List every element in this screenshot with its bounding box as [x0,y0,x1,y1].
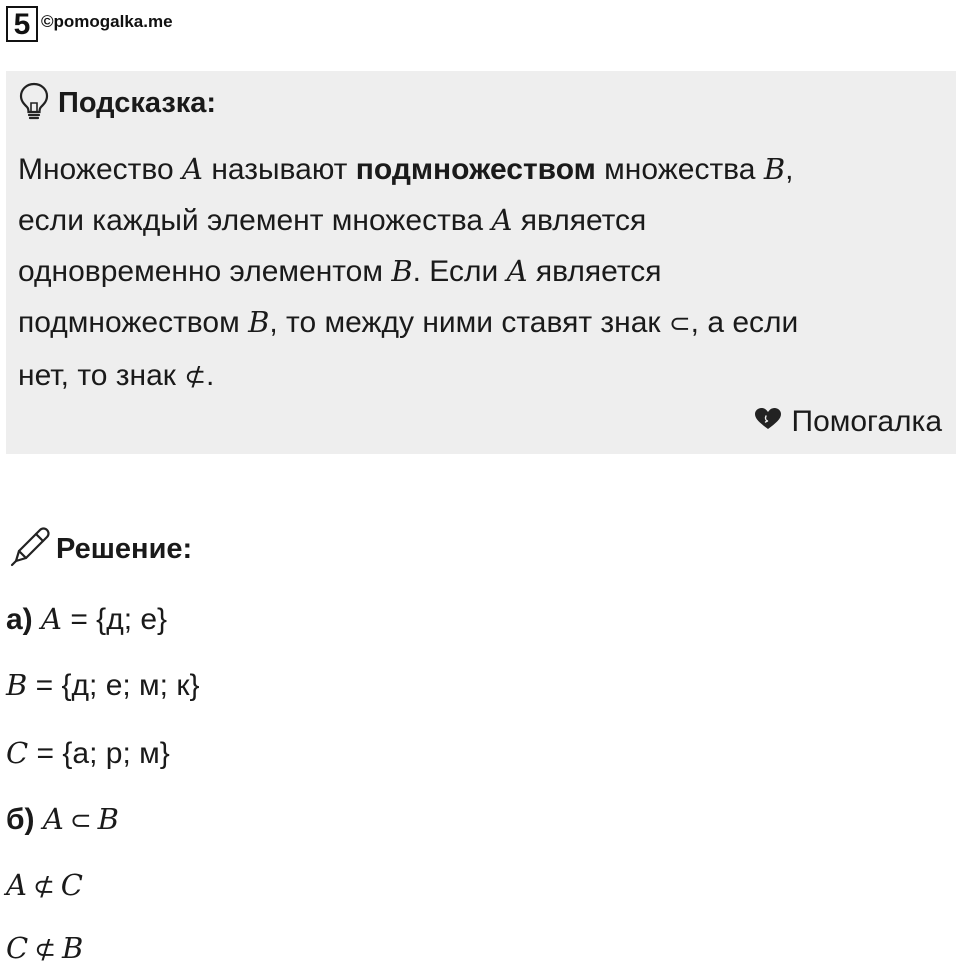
hint-line-3 [18,246,938,297]
hint-title-label: Подсказка: [58,86,217,119]
set-name: B [6,668,28,702]
set-name: B [62,931,84,965]
hint-text: одновременно элементом [18,255,392,288]
header [6,6,173,46]
hint-line-2 [18,195,938,246]
hint-title [18,81,216,125]
hint-text: является [512,204,647,237]
hint-var: B [763,152,786,186]
not-subset-symbol: ⊄ [32,872,55,902]
solution-line-set-b [6,663,200,707]
set-name: C [6,931,29,965]
task-number: 5 [6,6,38,42]
solution-title [8,527,192,571]
solution-line-set-c [6,731,170,775]
set-name: A [6,868,27,902]
set-elements: = {д; е; м; к} [27,669,200,702]
set-name: C [6,736,29,770]
part-label: б) [6,803,35,836]
set-name: C [60,868,83,902]
hint-text: , то между ними ставят знак [269,306,669,339]
hint-text: . Если [412,255,507,288]
part-label: а) [6,603,33,636]
subset-symbol: ⊂ [668,309,691,339]
solution-line-relation-2 [6,863,83,907]
hint-body [18,144,938,403]
solution-line-relation-3 [6,926,83,970]
set-elements: = {а; р; м} [28,737,170,770]
set-name: A [41,602,62,636]
brand-label: Помогалка [791,405,942,438]
hint-text: множества [595,153,764,186]
not-subset-symbol: ⊄ [34,935,56,965]
pencil-icon [8,525,52,574]
hint-box [6,71,956,454]
hint-var: B [391,254,413,288]
hint-text: если каждый элемент множества [18,204,492,237]
not-subset-symbol: ⊄ [184,362,207,392]
subset-symbol: ⊂ [69,806,92,836]
hint-text: , [785,153,794,186]
hint-var: A [506,254,528,288]
hint-var: A [182,152,203,186]
hint-line-5 [18,350,938,403]
solution-line-b-relation-1 [6,797,119,841]
solution-title-label: Решение: [56,532,193,565]
hint-line-1 [18,144,938,195]
hint-var: A [491,203,513,237]
hint-var: B [248,305,270,339]
lightbulb-icon [18,81,50,126]
hint-text: является [527,255,662,288]
hint-bold-term: подмножеством [355,153,596,186]
solution-line-a-set-a [6,597,167,641]
hint-text: нет, то знак [18,359,185,392]
copyright: ©pomogalka.me [41,12,173,31]
hint-text: , а если [690,306,799,339]
hint-text: подмножеством [18,306,249,339]
hint-line-4 [18,297,938,350]
hint-text: называют [202,153,356,186]
set-name: A [42,802,64,836]
set-elements: = {д; е} [61,603,168,636]
brand [754,405,943,439]
hint-text: . [206,359,215,392]
set-name: B [97,802,119,836]
heart-icon [754,405,782,439]
hint-text: Множество [18,153,183,186]
